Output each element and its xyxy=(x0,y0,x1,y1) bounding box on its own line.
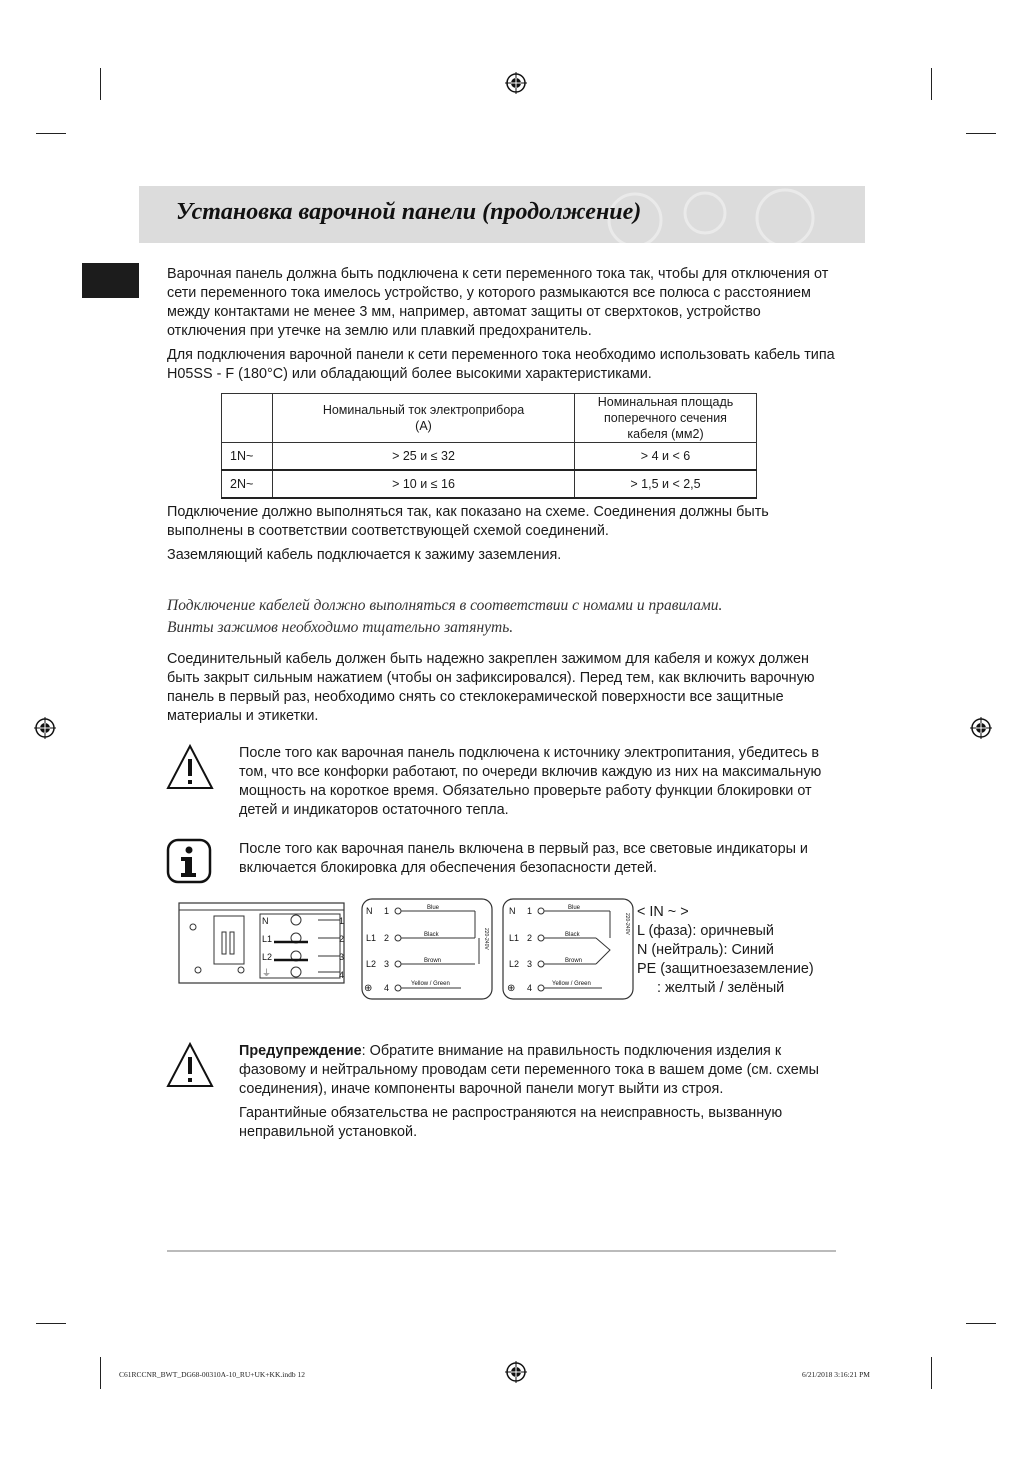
earth-icon: ⊕ xyxy=(507,983,516,994)
registration-mark-icon xyxy=(34,717,56,739)
earth-icon: ⊕ xyxy=(364,983,373,994)
terminal-number: 3 xyxy=(339,952,345,962)
wire-number: 2 xyxy=(384,933,390,943)
warning-text-1: После того как варочная панель подключена к источнику электропитания, убедитесь в том, что все конфорки работают, по очереди включив каждую из них на максимальную мощность на короткое время. Обязательно проверьте работу функции блокировки от детей и индикаторов остаточного тепла. xyxy=(239,745,822,818)
table-cell: 1N~ xyxy=(222,443,273,471)
warning-heading: Предупреждение xyxy=(239,1043,362,1059)
table-row xyxy=(222,470,757,498)
terminal-label: ⏚ xyxy=(262,968,272,978)
table-header: Номинальный ток электроприбора (А) xyxy=(273,394,575,443)
table-cell: > 25 и ≤ 32 xyxy=(273,443,575,471)
intro-paragraph-1: Варочная панель должна быть подключена к сети переменного тока так, чтобы для отключения от сети переменного тока имелось устройство, у которого размыкаются все полюса с расстоянием между контактами не менее 3 мм, например, автомат защиты от сверхтоков, устройство отключения при утечке на землю или плавкий предохранитель. xyxy=(167,266,829,339)
wire-label: L1 xyxy=(366,933,377,943)
voltage-label: 220-240V xyxy=(624,913,630,935)
registration-mark-icon xyxy=(970,717,992,739)
table-cell: > 10 и ≤ 16 xyxy=(273,470,575,498)
table-header: Номинальная площадь поперечного сечения кабеля (мм2) xyxy=(575,394,757,443)
intro-paragraph-2: Для подключения варочной панели к сети переменного тока необходимо использовать кабель типа H05SS - F (180°C) или обладающий более высокими характеристиками. xyxy=(167,347,835,382)
table-cell: > 4 и < 6 xyxy=(575,443,757,471)
terminal-label: N xyxy=(262,916,269,926)
crop-mark xyxy=(100,1357,101,1389)
cable-paragraph: Соединительный кабель должен быть надежно закреплен зажимом для кабеля и кожух должен быть закрыт сильным нажатием (чтобы он зафиксировался). Перед тем, как включить варочную панель в первый раз, необходимо снять со стеклокерамической поверхности все защитные материалы и этикетки. xyxy=(167,651,815,724)
terminal-block-diagram xyxy=(178,902,350,986)
info-icon xyxy=(166,838,212,884)
wire-color-label: Black xyxy=(565,932,580,938)
warning-text-2 xyxy=(239,1042,834,1099)
crop-mark xyxy=(36,1323,66,1324)
crop-mark xyxy=(100,68,101,100)
intro-section xyxy=(167,265,837,384)
legend-phase: L (фаза): оричневый xyxy=(637,923,774,939)
wire-label: L1 xyxy=(509,933,520,943)
italic-note-line-2: Винты зажимов необходимо тщательно затянуть. xyxy=(167,619,514,636)
info-text: После того как варочная панель включена в первый раз, все световые индикаторы и включается блокировка для обеспечения безопасности детей. xyxy=(239,841,808,876)
crop-mark xyxy=(931,1357,932,1389)
wire-number: 4 xyxy=(384,983,390,993)
wire-color-label: Black xyxy=(424,932,439,938)
crop-mark xyxy=(966,1323,996,1324)
wire-number: 3 xyxy=(527,959,533,969)
terminal-label: L1 xyxy=(262,934,273,944)
wire-label: N xyxy=(509,906,516,916)
terminal-number: 2 xyxy=(339,934,345,944)
crop-mark xyxy=(36,133,66,134)
italic-note xyxy=(167,595,837,639)
warning-triangle-icon xyxy=(166,1041,214,1089)
italic-note-line-1: Подключение кабелей должно выполняться в соответствии с номами и правилами. xyxy=(167,597,723,614)
table-header xyxy=(222,394,273,443)
warning-body: : Обратите внимание на правильность подключения изделия к фазовому и нейтральному проводам сети переменного тока в вашем доме (см. схемы соединения), иначе компоненты варочной панели могут выйти из строя. xyxy=(239,1043,819,1097)
table-row xyxy=(222,443,757,471)
wire-color-label: Yellow / Green xyxy=(411,981,450,987)
warning-block-2 xyxy=(239,1042,834,1142)
wiring-diagram-1 xyxy=(361,898,493,1000)
wire-color-label: Brown xyxy=(565,958,583,964)
wire-label: L2 xyxy=(366,959,377,969)
wire-number: 4 xyxy=(527,983,533,993)
voltage-label: 220-240V xyxy=(483,928,489,950)
wire-number: 3 xyxy=(384,959,390,969)
wire-number: 1 xyxy=(384,906,390,916)
legend-earth: PE (защитноезаземление) xyxy=(637,961,814,977)
footer-file-name: C61RCCNR_BWT_DG68-00310A-10_RU+UK+KK.indb 12 xyxy=(119,1370,305,1379)
crop-mark xyxy=(931,68,932,100)
warranty-text: Гарантийные обязательства не распространяются на неисправность, вызванную неправильной установкой. xyxy=(239,1105,783,1140)
table-cell: > 1,5 и < 2,5 xyxy=(575,470,757,498)
warning-triangle-icon xyxy=(166,743,214,791)
wire-label: L2 xyxy=(509,959,520,969)
wire-color-label: Yellow / Green xyxy=(552,981,591,987)
wire-color-label: Blue xyxy=(568,905,581,911)
legend-earth-colors: : желтый / зелёный xyxy=(657,980,785,996)
terminal-number: 4 xyxy=(339,970,345,980)
wire-color-label: Brown xyxy=(424,958,442,964)
wire-label: N xyxy=(366,906,373,916)
terminal-label: L2 xyxy=(262,952,273,962)
connection-paragraph-2: Заземляющий кабель подключается к зажиму заземления. xyxy=(167,547,562,563)
wiring-diagram-2 xyxy=(502,898,634,1000)
registration-mark-icon xyxy=(505,72,527,94)
footer-timestamp: 6/21/2018 3:16:21 PM xyxy=(802,1370,870,1379)
footer-divider xyxy=(167,1250,836,1252)
wire-legend xyxy=(637,903,814,998)
legend-title: < IN ~ > xyxy=(637,904,689,920)
cable-spec-table xyxy=(221,393,757,499)
wire-color-label: Blue xyxy=(427,905,440,911)
wire-number: 1 xyxy=(527,906,533,916)
terminal-number: 1 xyxy=(339,916,345,926)
connection-paragraph-1: Подключение должно выполняться так, как показано на схеме. Соединения должны быть выполнены в соответствии соответствующей схемой соединений. xyxy=(167,504,769,539)
crop-mark xyxy=(966,133,996,134)
table-cell: 2N~ xyxy=(222,470,273,498)
terminal-numbers xyxy=(339,912,344,984)
page-title: Установка варочной панели (продолжение) xyxy=(176,199,642,225)
section-tab xyxy=(82,263,139,298)
registration-mark-icon xyxy=(505,1361,527,1383)
connection-section xyxy=(167,503,837,565)
legend-neutral: N (нейтраль): Синий xyxy=(637,942,774,958)
wire-number: 2 xyxy=(527,933,533,943)
